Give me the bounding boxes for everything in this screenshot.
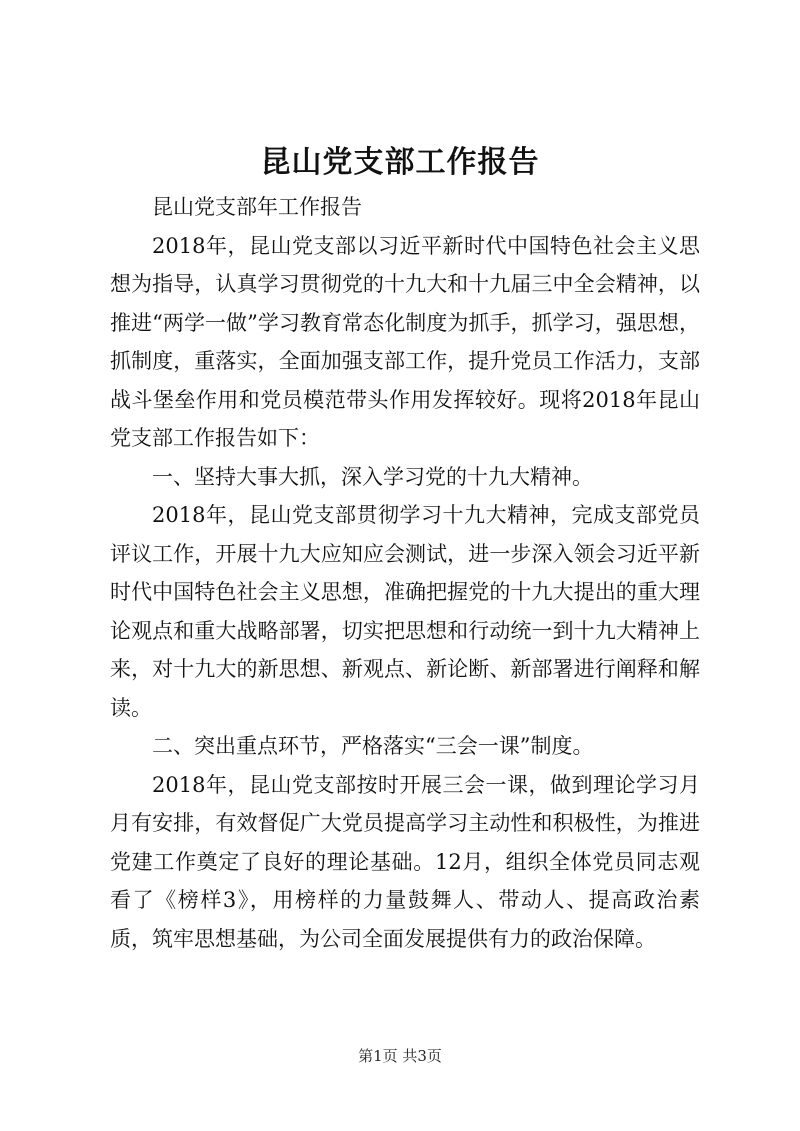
paragraph-subtitle: 昆山党支部年工作报告 — [152, 195, 362, 219]
paragraph-intro: 2018年，昆山党支部以习近平新时代中国特色社会主义思想为指导，认真学习贯彻党的十九大和十九届三中全会精神，以推进“两学一做”学习教育常态化制度为抓手，抓学习，强思想，抓制度，重落实，全面加强支部工作，提升党员工作活力，支部战斗堡垒作用和党员模范带头作用发挥较好。现将2018年昆山党支部工作报告如下： — [110, 233, 700, 450]
section-heading-2: 二、突出重点环节，严格落实“三会一课”制度。 — [152, 734, 594, 758]
paragraph-section-1: 2018年，昆山党支部贯彻学习十九大精神，完成支部党员评议工作，开展十九大应知应会测试，进一步深入领会习近平新时代中国特色社会主义思想，准确把握党的十九大提出的重大理论观点和重大战略部署，切实把思想和行动统一到十九大精神上来，对十九大的新思想、新观点、新论断、新部署进行阐释和解读。 — [110, 503, 700, 720]
paragraph-section-2: 2018年，昆山党支部按时开展三会一课，做到理论学习月月有安排，有效督促广大党员提高学习主动性和积极性，为推进党建工作奠定了良好的理论基础。12月，组织全体党员同志观看了《榜样3》，用榜样的力量鼓舞人、带动人、提高政治素质，筑牢思想基础，为公司全面发展提供有力的政治保障。 — [110, 772, 700, 951]
page-footer: 第1页 共3页 — [358, 1047, 442, 1065]
document-title: 昆山党支部工作报告 — [260, 145, 540, 180]
document-body — [110, 188, 700, 958]
section-heading-1: 一、坚持大事大抓，深入学习党的十九大精神。 — [152, 464, 593, 489]
